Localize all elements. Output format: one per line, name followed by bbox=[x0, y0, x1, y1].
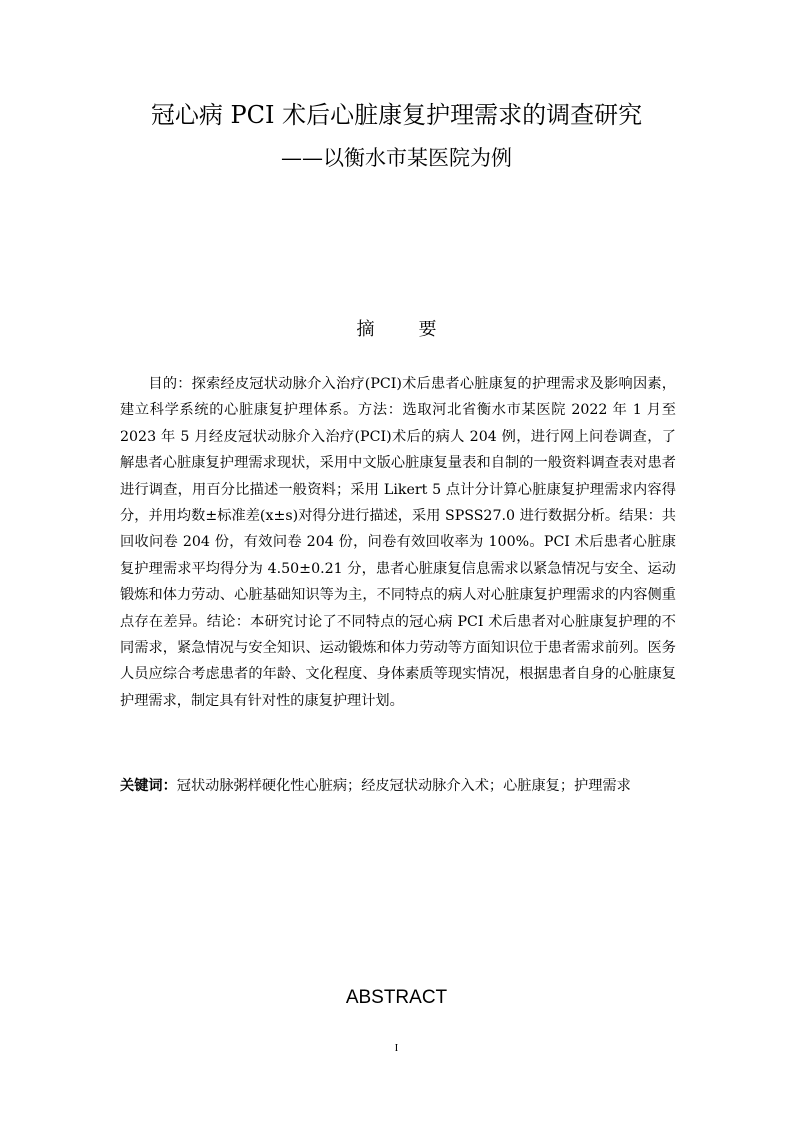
abstract-english-heading: ABSTRACT bbox=[345, 987, 448, 1008]
paper-title: 冠心病 PCI 术后心脏康复护理需求的调查研究 bbox=[150, 101, 643, 129]
keywords-text: 冠状动脉粥样硬化性心脏病；经皮冠状动脉介入术；心脏康复；护理需求 bbox=[176, 778, 631, 794]
keywords-paragraph bbox=[120, 773, 676, 799]
paper-subtitle: ——以衡水市某医院为例 bbox=[281, 146, 512, 170]
page-number: I bbox=[394, 1042, 399, 1054]
abstract-body: 目的：探索经皮冠状动脉介入治疗(PCI)术后患者心脏康复的护理需求及影响因素，建立科学系统的心脏康复护理体系。方法：选取河北省衡水市某医院 2022 年 1 月至 2023 年 5 月经皮冠状动脉介入治疗(PCI)术后的病人 204 例，进行网上问卷调查，了解患者心脏康复护理需求现状，采用中文版心脏康复量表和自制的一般资料调查表对患者进行调查，用百分比描述一般资料；采用 Likert 5 点计分计算心脏康复护理需求内容得分，并用均数±标准差(x±s)对得分进行描述，采用 SPSS27.0 进行数据分析。结果：共回收问卷 204 份，有效问卷 204 份，问卷有效回收率为 100%。PCI 术后患者心脏康复护理需求平均得分为 4.50±0.21 分，患者心脏康复信息需求以紧急情况与安全、运动锻炼和体力劳动、心脏基础知识等为主，不同特点的病人对心脏康复护理需求的内容侧重点存在差异。结论：本研究讨论了不同特点的冠心病 PCI 术后患者对心脏康复护理的不同需求，紧急情况与安全知识、运动锻炼和体力劳动等方面知识位于患者需求前列。医务人员应综合考虑患者的年龄、文化程度、身体素质等现实情况，根据患者自身的心脏康复护理需求，制定具有针对性的康复护理计划。 bbox=[120, 376, 676, 709]
keywords-label: 关键词： bbox=[120, 778, 177, 794]
abstract-heading: 摘要 bbox=[356, 319, 481, 340]
